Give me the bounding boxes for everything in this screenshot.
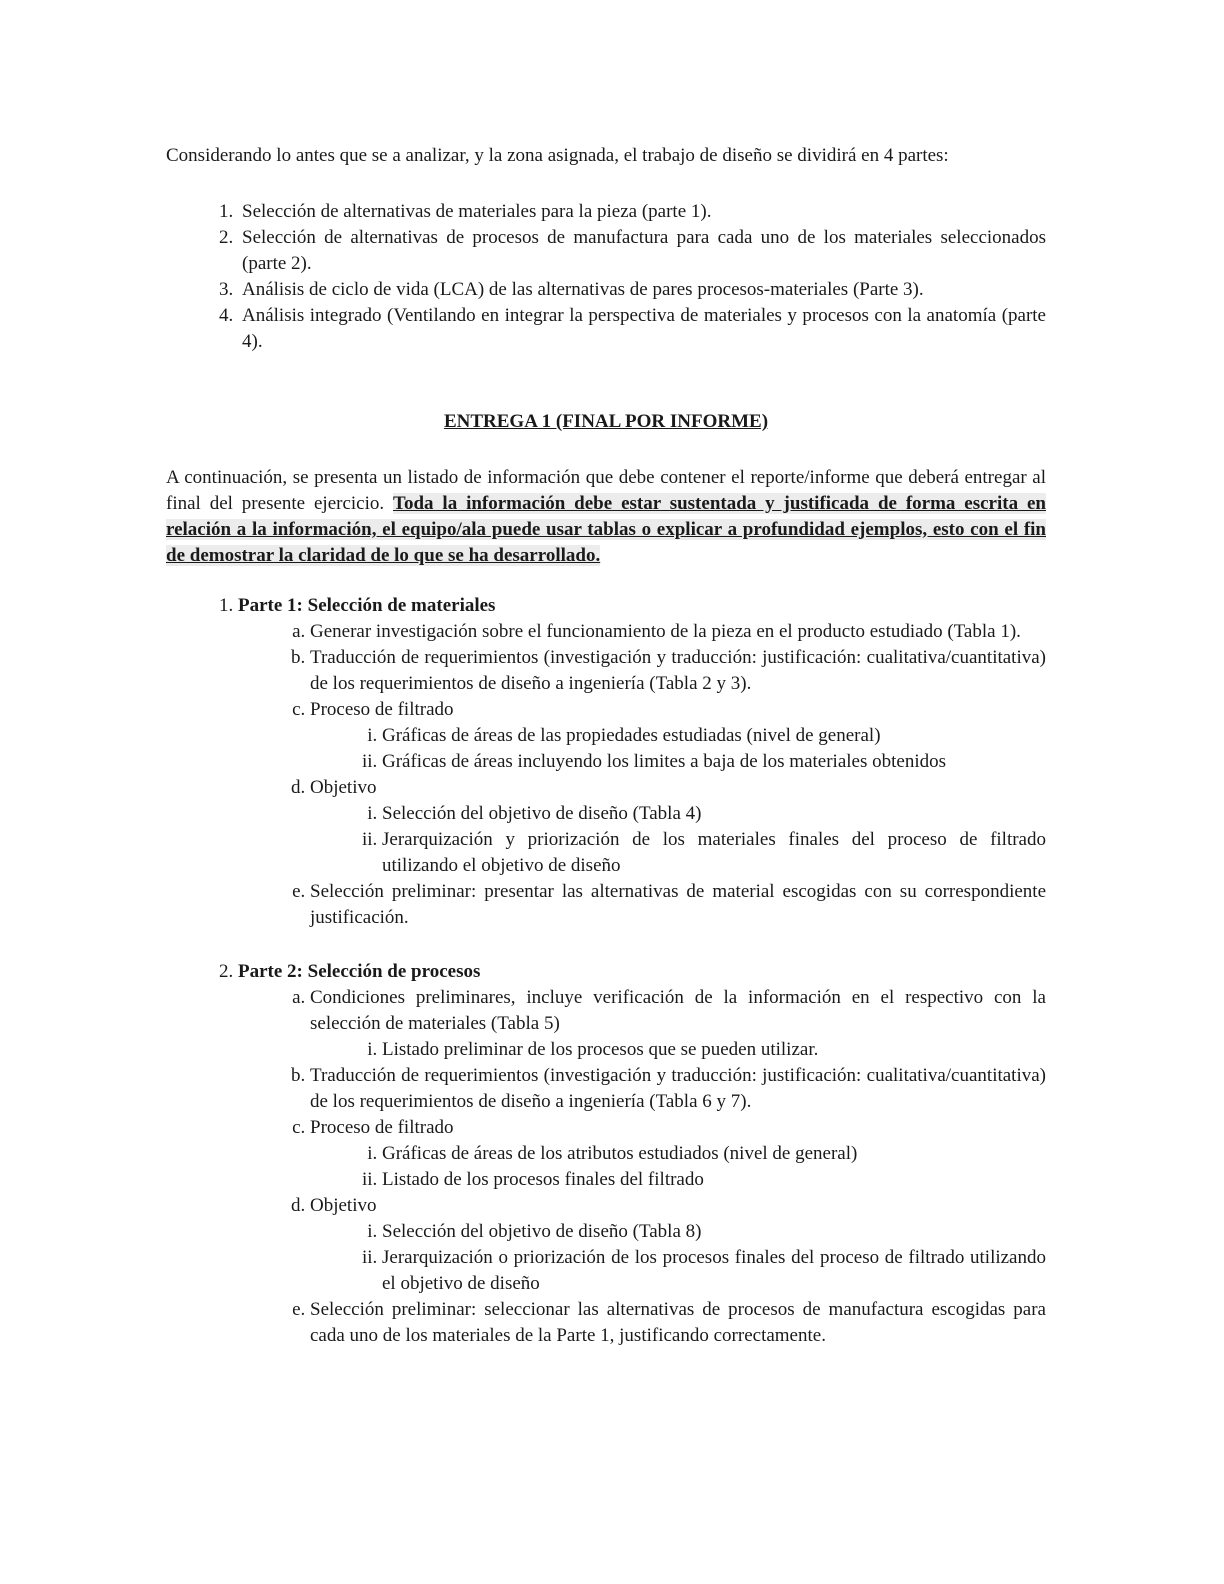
section-subitem-text: Selección preliminar: seleccionar las alternativas de procesos de manufactura escogidas para cada uno de los materiales de la Parte 1, justificando correctamente.: [310, 1299, 1046, 1346]
section-subsubitem: i. Selección del objetivo de diseño (Tabla 8): [382, 1219, 1046, 1245]
section-subitem-text: Generar investigación sobre el funcionamiento de la pieza en el producto estudiado (Tabla 1).: [310, 621, 1021, 642]
section-subitem-text: Selección preliminar: presentar las alternativas de material escogidas con su correspondiente justificación.: [310, 881, 1046, 928]
section-subsublist: [310, 1219, 1046, 1297]
document-body: [166, 143, 1046, 1377]
description-highlight: Toda la información debe estar sustentada y justificada de forma escrita en relación a la información, el equipo/ala puede usar tablas o explicar a profundidad ejemplos, esto con el fin de demostrar la claridad de lo que se ha desarrollado.: [166, 493, 1046, 566]
section-subitem-text: Objetivo: [310, 777, 377, 798]
section-subitem-text: Objetivo: [310, 1195, 377, 1216]
section-subsublist: [310, 1037, 1046, 1063]
section-subitem-text: Traducción de requerimientos (investigación y traducción: justificación: cualitativa/cuantitativa) de los requerimientos de diseño a ingeniería (Tabla 6 y 7).: [310, 1065, 1046, 1112]
section-subsubitem: i. Listado preliminar de los procesos que se pueden utilizar.: [382, 1037, 1046, 1063]
section-subitem: [310, 697, 1046, 775]
section-title: Parte 2: Selección de procesos: [238, 961, 481, 982]
parts-list-item: 2. Selección de alternativas de procesos de manufactura para cada uno de los materiales seleccionados (parte 2).: [238, 225, 1046, 277]
section-subitem-text: Proceso de filtrado: [310, 699, 454, 720]
description-text: A continuación, se presenta un listado de información que debe contener el reporte/informe que deberá entregar al final del presente ejercicio.: [166, 467, 1046, 514]
section-subitem: [310, 879, 1046, 931]
section-sublist: [238, 985, 1046, 1349]
section-subitem: [310, 775, 1046, 879]
section-subsubitem: ii. Jerarquización y priorización de los materiales finales del proceso de filtrado utilizando el objetivo de diseño: [382, 827, 1046, 879]
parts-list-item: 3. Análisis de ciclo de vida (LCA) de las alternativas de pares procesos-materiales (Parte 3).: [238, 277, 1046, 303]
section-subsubitem: i. Selección del objetivo de diseño (Tabla 4): [382, 801, 1046, 827]
section-sublist: [238, 619, 1046, 931]
section-subsubitem: ii. Jerarquización o priorización de los procesos finales del proceso de filtrado utilizando el objetivo de diseño: [382, 1245, 1046, 1297]
section-subsublist: [310, 723, 1046, 775]
parts-list-item: 4. Análisis integrado (Ventilando en integrar la perspectiva de materiales y procesos con la anatomía (parte 4).: [238, 303, 1046, 355]
section-subsublist: [310, 801, 1046, 879]
section-item: [238, 959, 1046, 1349]
section-subsubitem: i. Gráficas de áreas de las propiedades estudiadas (nivel de general): [382, 723, 1046, 749]
section-title: Parte 1: Selección de materiales: [238, 595, 496, 616]
section-subitem: [310, 1063, 1046, 1115]
section-heading: ENTREGA 1 (FINAL POR INFORME): [443, 411, 769, 432]
section-item: [238, 593, 1046, 931]
section-subitem: [310, 619, 1046, 645]
parts-list: [166, 199, 1046, 355]
section-subsubitem: ii. Listado de los procesos finales del filtrado: [382, 1167, 1046, 1193]
section-subitem: [310, 985, 1046, 1063]
section-subitem: [310, 1115, 1046, 1193]
section-subitem: [310, 1193, 1046, 1297]
section-subsubitem: i. Gráficas de áreas de los atributos estudiados (nivel de general): [382, 1141, 1046, 1167]
section-subitem-text: Proceso de filtrado: [310, 1117, 454, 1138]
parts-list-item: 1. Selección de alternativas de materiales para la pieza (parte 1).: [238, 199, 1046, 225]
section-subitem-text: Traducción de requerimientos (investigación y traducción: justificación: cualitativa/cuantitativa) de los requerimientos de diseño a ingeniería (Tabla 2 y 3).: [310, 647, 1046, 694]
section-subsublist: [310, 1141, 1046, 1193]
description-paragraph: [166, 465, 1046, 569]
section-subsubitem: ii. Gráficas de áreas incluyendo los limites a baja de los materiales obtenidos: [382, 749, 1046, 775]
section-subitem: [310, 1297, 1046, 1349]
sections-list: [166, 593, 1046, 1349]
section-subitem: [310, 645, 1046, 697]
section-subitem-text: Condiciones preliminares, incluye verificación de la información en el respectivo con la selección de materiales (Tabla 5): [310, 987, 1046, 1034]
intro-paragraph: Considerando lo antes que se a analizar, y la zona asignada, el trabajo de diseño se dividirá en 4 partes:: [166, 145, 949, 166]
